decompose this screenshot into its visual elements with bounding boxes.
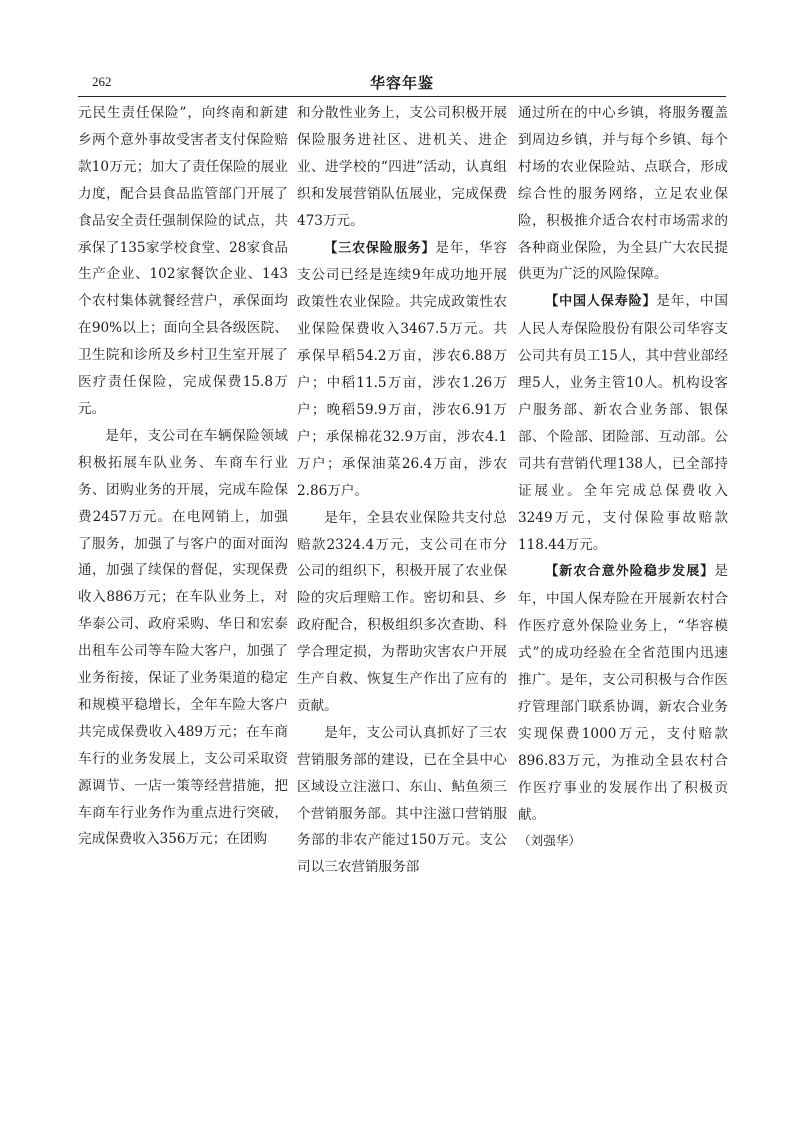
header-rule <box>78 96 726 97</box>
author-byline: （刘强华） <box>518 833 581 849</box>
section-paragraph <box>518 558 728 828</box>
paragraph-text: 是年，中国人民人寿保险股份有限公司华容支公司共有员工15人，其中营业部经理5人，业务主管10人。机构设客户服务部、新农合业务部、银保部、个险部、团险部、互动部。公司共有营销代理138人，已全部持证展业。全年完成总保费收入3249万元，支付保险事故赔款118.44万元。 <box>518 293 728 553</box>
running-title: 华容年鉴 <box>369 74 434 92</box>
paragraph: 是年，支公司认真抓好了三农营销服务部的建设，已在全县中心区域设立注滋口、东山、鲇鱼须三个营销服务部。其中注滋口营销服务部的非农产能过150万元。支公司以三农营销服务部 <box>297 724 507 876</box>
section-heading: 【中国人保寿险】 <box>545 294 657 310</box>
paragraph: 元民生责任保险”，向终南和新建乡两个意外事故受害者支付保险赔款10万元；加大了责任保险的展业力度，配合县食品监管部门开展了食品安全责任强制保险的试点，共承保了135家学校食堂、28家食品生产企业、102家餐饮企业、143个农村集体就餐经营户，承保面均在90%以上；面向全县各级医院、卫生院和诊所及乡村卫生室开展了医疗责任保险，完成保费15.8万元。 <box>78 105 288 417</box>
text-column-2 <box>297 100 507 881</box>
paragraph-text: 是年，中国人保寿险在开展新农村合作医疗意外保险业务上，“华容模式”的成功经验在全省范围内迅速推广。是年，支公司积极与合作医疗管理部门联系协调，新农合业务实现保费1000万元，支付赔款896.83万元，为推动全县农村合作医疗事业的发展作出了积极贡献。 <box>518 563 728 823</box>
paragraph-text: 是年，华容支公司已经是连续9年成功地开展政策性农业保险。共完成政策性农业保险保费收入3467.5万元。共承保早稻54.2万亩，涉农6.88万户；中稻11.5万亩，涉农1.26万户；晚稻59.9万亩，涉农6.91万户；承保棉花32.9万亩，涉农4.1万户；承保油菜26.4万亩，涉农2.86万户。 <box>297 239 507 499</box>
paragraph: 是年，支公司在车辆保险领域积极拓展车队业务、车商车行业务、团购业务的开展，完成车险保费2457万元。在电网销上，加强了服务，加强了与客户的面对面沟通，加强了续保的督促，实现保费收入886万元；在车队业务上，对华泰公司、政府采购、华日和宏泰出租车公司等车险大客户，加强了业务衔接，保证了业务渠道的稳定和规模平稳增长，全年车险大客户共完成保费收入489万元；在车商车行的业务发展上，支公司采取资源调节、一店一策等经营措施，把车商车行业务作为重点进行突破，完成保费收入356万元；在团购 <box>78 427 288 848</box>
text-column-3 <box>518 100 728 855</box>
section-heading: 【三农保险服务】 <box>324 240 436 256</box>
text-column-1 <box>78 100 288 853</box>
page-header <box>78 70 726 94</box>
section-heading: 【新农合意外险稳步发展】 <box>545 564 715 580</box>
paragraph: 通过所在的中心乡镇，将服务覆盖到周边乡镇，并与每个乡镇、每个村场的农业保险站、点联合，形成综合性的服务网络，立足农业保险，积极推介适合农村市场需求的各种商业保险，为全县广大农民提供更为广泛的风险保障。 <box>518 105 728 283</box>
paragraph: 和分散性业务上，支公司积极开展保险服务进社区、进机关、进企业、进学校的“四进”活动，认真组织和发展营销队伍展业，完成保费473万元。 <box>297 105 507 229</box>
section-paragraph <box>518 288 728 558</box>
paragraph: 是年，全县农业保险共支付总赔款2324.4万元，支公司在市分公司的组织下，积极开展了农业保险的灾后理赔工作。密切和县、乡政府配合，积极组织多次查勘、科学合理定损，为帮助灾害农户开展生产自救、恢复生产作出了应有的贡献。 <box>297 509 507 714</box>
page-number: 262 <box>92 74 112 89</box>
section-paragraph <box>297 235 507 505</box>
